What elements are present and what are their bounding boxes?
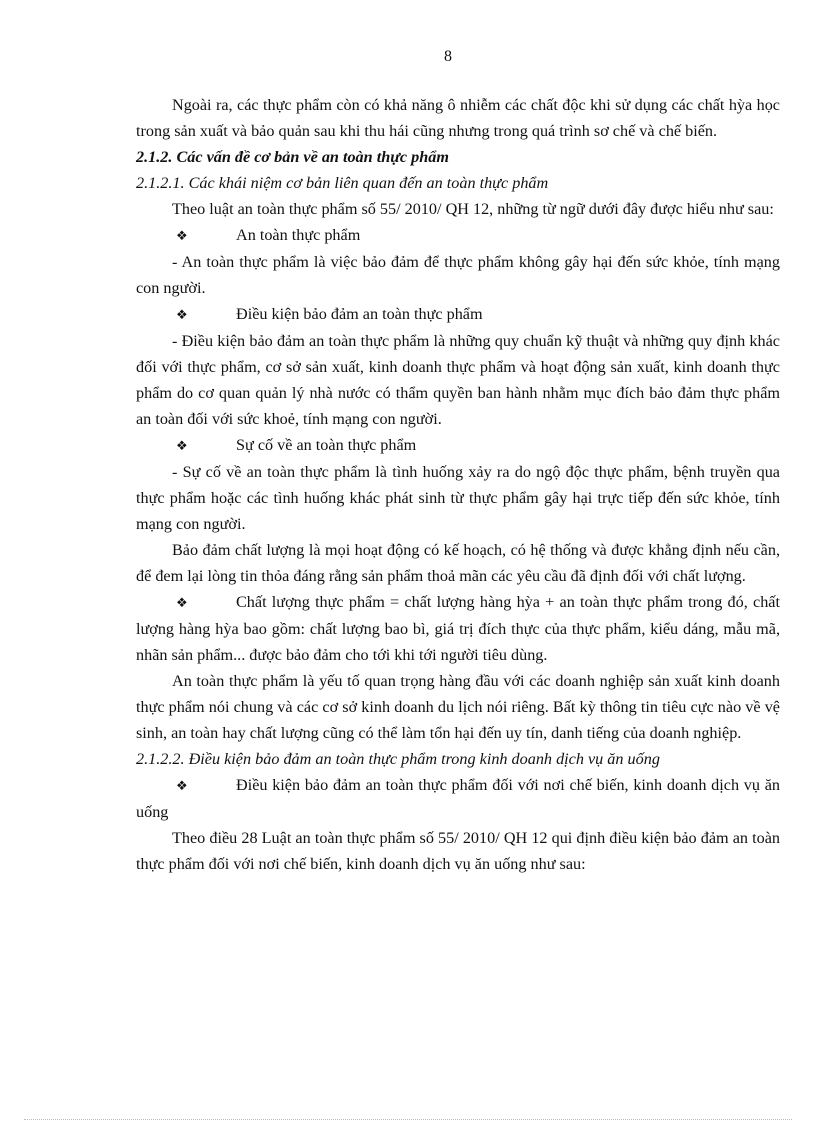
bullet-text: Chất lượng thực phẩm = chất lượng hàng hỳa + an toàn thực phẩm trong đó, chất lượng hàng hỳa bao gồm: chất lượng bao bì, giá trị đích thực của thực phẩm, kiểu dáng, mẫu mã, nhãn sản phẩm... được bảo đảm cho tới khi tới người tiêu dùng. — [136, 593, 780, 664]
document-body — [136, 92, 780, 877]
subheading-2-1-2-2: 2.1.2.2. Điều kiện bảo đảm an toàn thực phẩm trong kinh doanh dịch vụ ăn uống — [136, 750, 660, 768]
bullet-text: An toàn thực phẩm — [236, 226, 361, 244]
paragraph-contamination: Ngoài ra, các thực phẩm còn có khả năng ô nhiễm các chất độc khi sử dụng các chất hỳa học trong sản xuất và bảo quản sau khi thu hái cũng nhưng trong quá trình sơ chế và chế biến. — [136, 96, 780, 140]
bullet-processing-conditions — [136, 772, 780, 825]
diamond-bullet-icon: ❖ — [176, 228, 188, 243]
diamond-bullet-icon: ❖ — [176, 307, 188, 322]
paragraph-article-28: Theo điều 28 Luật an toàn thực phẩm số 55/ 2010/ QH 12 qui định điều kiện bảo đảm an toàn thực phẩm đối với nơi chế biến, kinh doanh dịch vụ ăn uống như sau: — [136, 829, 780, 873]
paragraph-safety-incident-definition: - Sự cố về an toàn thực phẩm là tình huống xảy ra do ngộ độc thực phẩm, bệnh truyền qua thực phẩm hoặc các tình huống khác phát sinh từ thực phẩm gây hại trực tiếp đến sức khỏe, tính mạng con người. — [136, 463, 780, 533]
diamond-bullet-icon: ❖ — [176, 438, 188, 453]
paragraph-food-safety-definition: - An toàn thực phẩm là việc bảo đảm để thực phẩm không gây hại đến sức khỏe, tính mạng con người. — [136, 253, 780, 297]
bullet-safety-incident — [136, 432, 780, 459]
paragraph-law-intro: Theo luật an toàn thực phẩm số 55/ 2010/ QH 12, những từ ngữ dưới đây được hiểu như sau: — [172, 200, 774, 218]
page-number: 8 — [444, 48, 452, 65]
paragraph-safety-conditions-definition: - Điều kiện bảo đảm an toàn thực phẩm là những quy chuẩn kỹ thuật và những quy định khác đối với thực phẩm, cơ sở sản xuất, kinh doanh thực phẩm và hoạt động sản xuất, kinh doanh thực phẩm do cơ quan quản lý nhà nước có thẩm quyền ban hành nhằm mục đích bảo đảm thực phẩm an toàn đối với sức khoẻ, tính mạng con người. — [136, 332, 780, 428]
paragraph-importance: An toàn thực phẩm là yếu tố quan trọng hàng đầu với các doanh nghiệp sản xuất kinh doanh thực phẩm nói chung và các cơ sở kinh doanh du lịch nói riêng. Bất kỳ thông tin tiêu cực nào về vệ sinh, an toàn hay chất lượng cũng có thể làm tổn hại đến uy tín, danh tiếng của doanh nghiệp. — [136, 672, 780, 742]
diamond-bullet-icon: ❖ — [176, 778, 188, 793]
bullet-safety-conditions — [136, 301, 780, 328]
bullet-text: Sự cố về an toàn thực phẩm — [236, 436, 417, 454]
bullet-text: Điều kiện bảo đảm an toàn thực phẩm đối với nơi chế biến, kinh doanh dịch vụ ăn uống — [136, 776, 780, 821]
bullet-food-quality — [136, 589, 780, 668]
paragraph-quality-assurance: Bảo đảm chất lượng là mọi hoạt động có kế hoạch, có hệ thống và được khẳng định nếu cần, để đem lại lòng tin thỏa đáng rằng sản phẩm thoả mãn các yêu cầu đã định đối với chất lượng. — [136, 541, 780, 585]
heading-2-1-2: 2.1.2. Các vấn đề cơ bản về an toàn thực phẩm — [136, 148, 449, 166]
bullet-food-safety — [136, 222, 780, 249]
bullet-text: Điều kiện bảo đảm an toàn thực phẩm — [236, 305, 483, 323]
page-bottom-divider — [24, 1119, 792, 1120]
subheading-2-1-2-1: 2.1.2.1. Các khái niệm cơ bản liên quan đến an toàn thực phẩm — [136, 174, 549, 192]
diamond-bullet-icon: ❖ — [176, 595, 188, 610]
